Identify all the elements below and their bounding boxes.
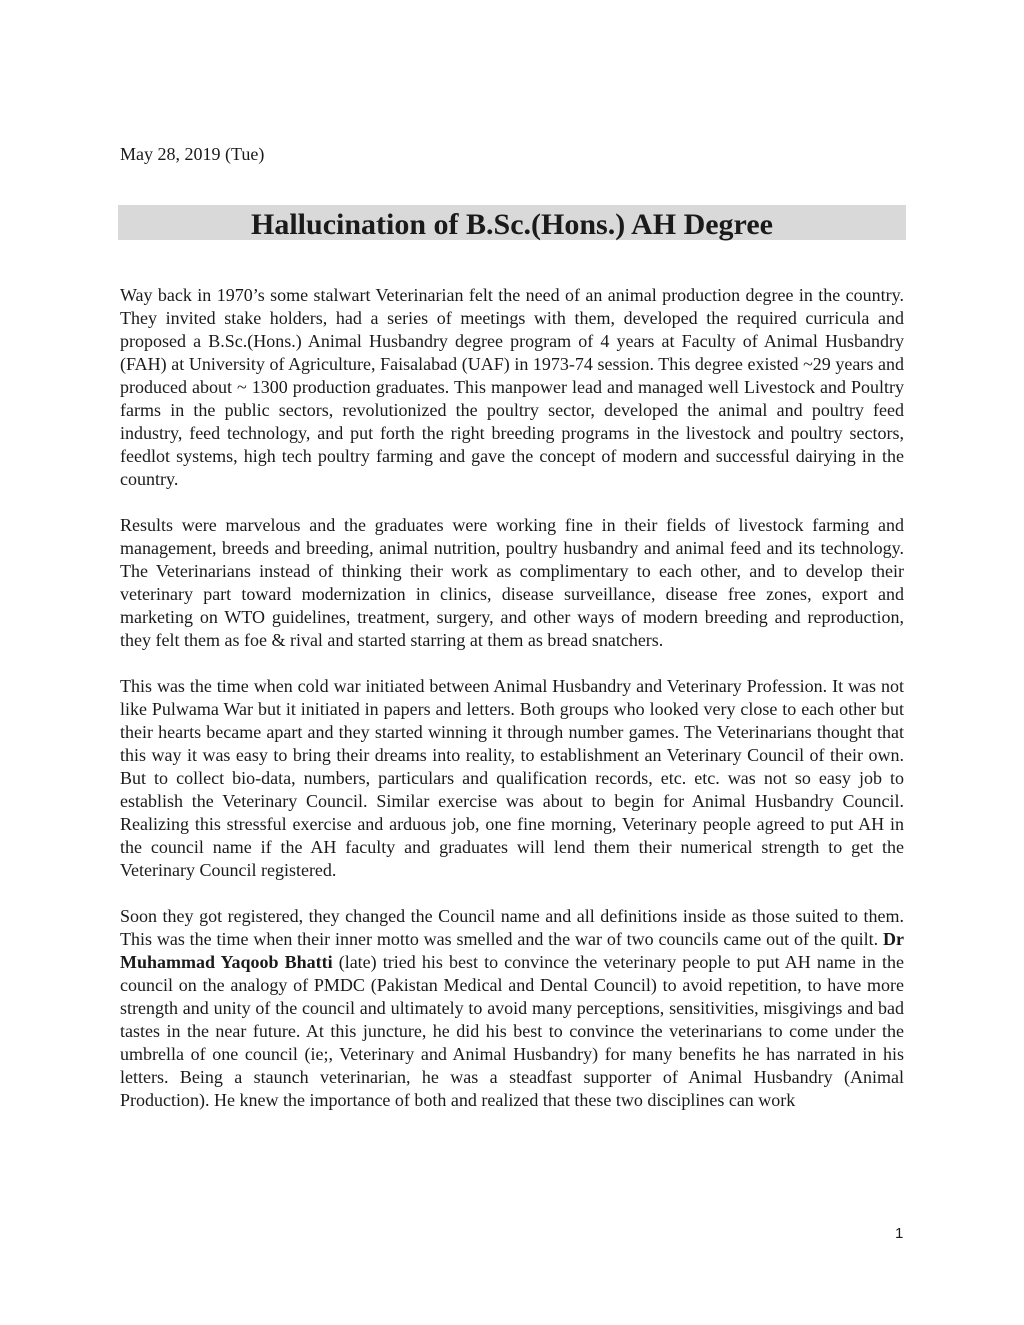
person-name-highlight: Dr Muhammad Yaqoob Bhatti	[120, 929, 904, 972]
title-banner	[118, 205, 906, 240]
paragraph-1: Way back in 1970’s some stalwart Veterinarian felt the need of an animal production degree in the country. They invited stake holders, had a series of meetings with them, developed the required curricula and proposed a B.Sc.(Hons.) Animal Husbandry degree program of 4 years at Faculty of Animal Husbandry (FAH) at University of Agriculture, Faisalabad (UAF) in 1973-74 session. This degree existed ~29 years and produced about ~ 1300 production graduates. This manpower lead and managed well Livestock and Poultry farms in the public sectors, revolutionized the poultry sector, developed the animal and poultry feed industry, feed technology, and put forth the right breeding programs in the livestock and poultry sectors, feedlot systems, high tech poultry farming and gave the concept of modern and successful dairying in the country.	[120, 285, 904, 489]
document-date: May 28, 2019 (Tue)	[120, 144, 265, 164]
document-body	[120, 284, 904, 1112]
document-title: Hallucination of B.Sc.(Hons.) AH Degree	[251, 208, 773, 241]
paragraph-3: This was the time when cold war initiated between Animal Husbandry and Veterinary Profession. It was not like Pulwama War but it initiated in papers and letters. Both groups who looked very close to each other but their hearts became apart and they started winning it through number games. The Veterinarians thought that this way it was easy to bring their dreams into reality, to establishment an Veterinary Council of their own. But to collect bio-data, numbers, particulars and qualification records, etc. etc. was not so easy job to establish the Veterinary Council. Similar exercise was about to begin for Animal Husbandry Council. Realizing this stressful exercise and arduous job, one fine morning, Veterinary people agreed to put AH in the council name if the AH faculty and graduates will lend them their numerical strength to get the Veterinary Council registered.	[120, 676, 904, 880]
paragraph-2: Results were marvelous and the graduates were working fine in their fields of livestock farming and management, breeds and breeding, animal nutrition, poultry husbandry and animal feed and its technology. The Veterinarians instead of thinking their work as complimentary to each other, and to develop their veterinary part toward modernization in clinics, disease surveillance, disease free zones, export and marketing on WTO guidelines, treatment, surgery, and other ways of modern breeding and reproduction, they felt them as foe & rival and started starring at them as bread snatchers.	[120, 515, 904, 650]
paragraph-4-rest: (late) tried his best to convince the veterinary people to put AH name in the council on the analogy of PMDC (Pakistan Medical and Dental Council) to avoid repetition, to have more strength and unity of the council and ultimately to avoid many perceptions, sensitivities, misgivings and bad tastes in the near future. At this juncture, he did his best to convince the veterinarians to come under the umbrella of one council (ie;, Veterinary and Animal Husbandry) for many benefits he has narrated in his letters. Being a staunch veterinarian, he was a steadfast supporter of Animal Husbandry (Animal Production). He knew the importance of both and realized that these two disciplines can work	[120, 952, 904, 1110]
paragraph-4-intro: Soon they got registered, they changed the Council name and all definitions inside as those suited to them. This was the time when their inner motto was smelled and the war of two councils came out of the quilt.	[120, 906, 904, 949]
page-number: 1	[895, 1225, 904, 1242]
paragraph-4	[120, 905, 904, 1112]
